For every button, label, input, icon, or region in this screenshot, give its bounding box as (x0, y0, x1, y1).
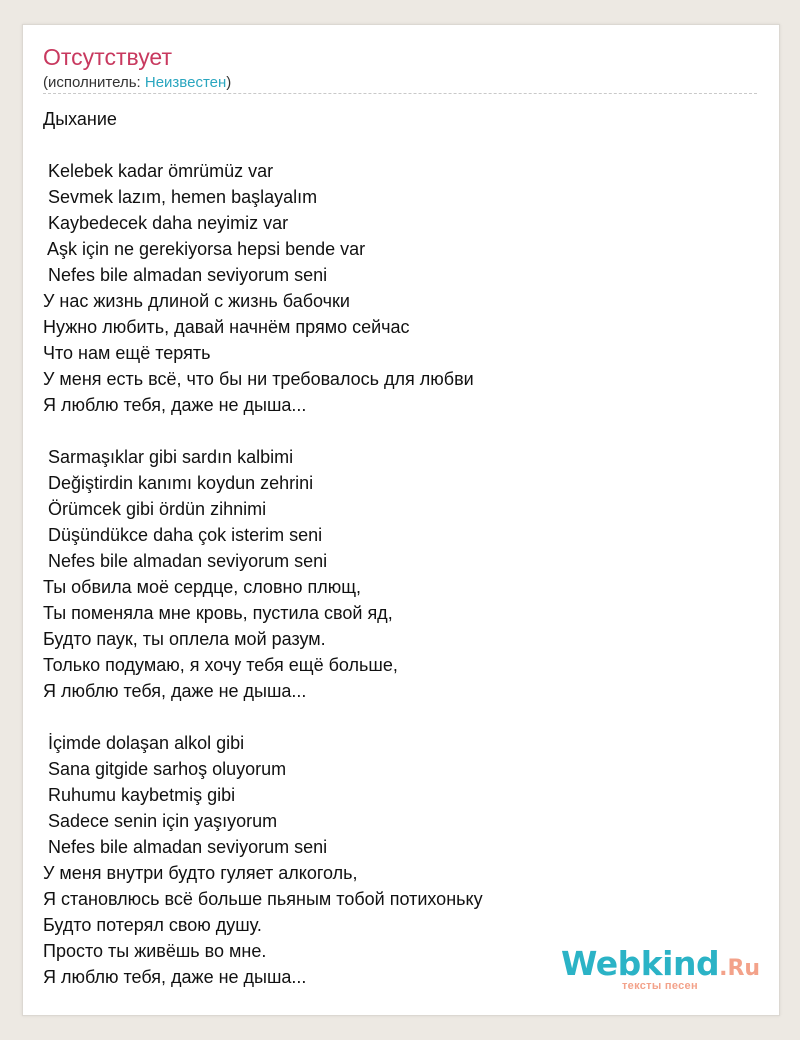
lyrics-line: Я становлюсь всё больше пьяным тобой потихоньку (43, 889, 483, 909)
artist-prefix: (исполнитель: (43, 74, 145, 91)
lyrics-line: У меня внутри будто гуляет алкоголь, (43, 863, 358, 883)
lyrics-text (43, 106, 763, 990)
artist-suffix: ) (226, 74, 232, 91)
lyrics-line: Я люблю тебя, даже не дыша... (43, 395, 307, 415)
lyrics-line: Kelebek kadar ömrümüz var (43, 161, 274, 181)
logo-brand: Webkind (561, 944, 720, 983)
lyrics-blank-line (43, 132, 763, 158)
artist-line (43, 73, 231, 93)
lyrics-line: Nefes bile almadan seviyorum seni (43, 265, 328, 285)
lyrics-card (22, 24, 780, 1016)
divider (43, 93, 757, 94)
lyrics-line: Nefes bile almadan seviyorum seni (43, 551, 328, 571)
lyrics-line: Ты обвила моё сердце, словно плющ, (43, 577, 362, 597)
lyrics-line: Sevmek lazım, hemen başlayalım (43, 187, 318, 207)
lyrics-line: Ruhumu kaybetmiş gibi (43, 785, 236, 805)
lyrics-line: Только подумаю, я хочу тебя ещё больше, (43, 655, 398, 675)
lyrics-line: Дыхание (43, 109, 117, 129)
lyrics-blank-line (43, 704, 763, 730)
lyrics-line: Aşk için ne gerekiyorsa hepsi bende var (43, 239, 366, 259)
lyrics-line: İçimde dolaşan alkol gibi (43, 733, 245, 753)
song-title: Отсутствует (43, 44, 172, 70)
lyrics-line: Будто потерял свою душу. (43, 915, 262, 935)
lyrics-line: У нас жизнь длиной с жизнь бабочки (43, 291, 350, 311)
lyrics-line: Değiştirdin kanımı koydun zehrini (43, 473, 314, 493)
lyrics-line: Sana gitgide sarhoş oluyorum (43, 759, 287, 779)
lyrics-line: Sarmaşıklar gibi sardın kalbimi (43, 447, 294, 467)
lyrics-line: Nefes bile almadan seviyorum seni (43, 837, 328, 857)
logo-tagline: тексты песен (622, 980, 698, 992)
lyrics-line: Что нам ещё терять (43, 343, 211, 363)
lyrics-line: Я люблю тебя, даже не дыша... (43, 681, 307, 701)
lyrics-line: Örümcek gibi ördün zihnimi (43, 499, 267, 519)
lyrics-line: Sadece senin için yaşıyorum (43, 811, 278, 831)
lyrics-line: Kaybedecek daha neyimiz var (43, 213, 289, 233)
lyrics-line: Я люблю тебя, даже не дыша... (43, 967, 307, 987)
lyrics-line: Ты поменяла мне кровь, пустила свой яд, (43, 603, 393, 623)
logo-tld: .Ru (719, 956, 761, 981)
lyrics-line: Нужно любить, давай начнём прямо сейчас (43, 317, 410, 337)
lyrics-line: Будто паук, ты оплела мой разум. (43, 629, 326, 649)
lyrics-blank-line (43, 418, 763, 444)
lyrics-line: Düşündükce daha çok isterim seni (43, 525, 323, 545)
lyrics-line: У меня есть всё, что бы ни требовалось для любви (43, 369, 474, 389)
lyrics-line: Просто ты живёшь во мне. (43, 941, 267, 961)
artist-link[interactable]: Неизвестен (144, 74, 227, 91)
